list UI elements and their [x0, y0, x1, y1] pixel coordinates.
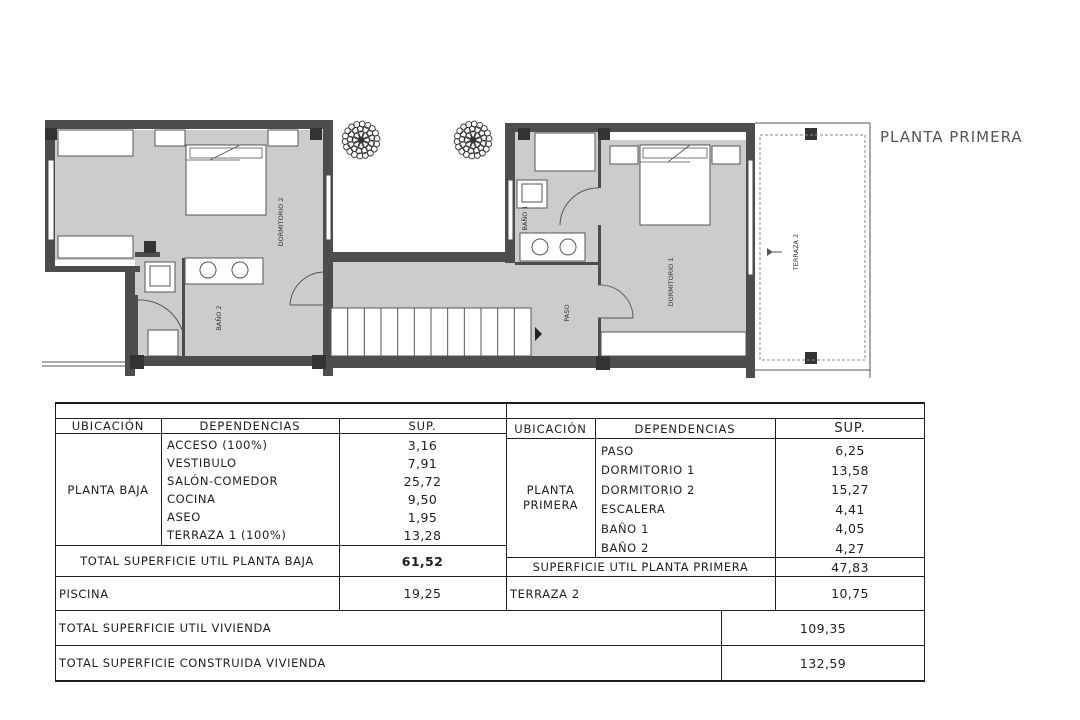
- total-construida-label: TOTAL SUPERFICIE CONSTRUIDA VIVIENDA: [59, 656, 326, 670]
- room-label-paso: PASO: [563, 304, 571, 322]
- room-label-bano-2: BAÑO 2: [215, 305, 223, 331]
- total-construida-value: 132,59: [799, 655, 847, 671]
- room-label-terraza-2: TERRAZA 2: [792, 233, 800, 271]
- right-header-rooms: DEPENDENCIAS: [634, 421, 736, 436]
- plant-icon-left: [340, 120, 382, 160]
- left-total-value: 61,52: [401, 553, 444, 569]
- left-room-area: 9,50: [407, 491, 438, 507]
- room-label-dormitorio-1: DORMITORIO 1: [667, 257, 675, 307]
- left-total-label: TOTAL SUPERFICIE UTIL PLANTA BAJA: [80, 554, 314, 568]
- right-room-name: ESCALERA: [601, 502, 666, 517]
- area-table: [55, 402, 925, 682]
- left-room-area: 25,72: [403, 473, 442, 489]
- left-room-area: 3,16: [407, 437, 438, 453]
- left-room-name: TERRAZA 1 (100%): [167, 528, 287, 542]
- total-util-label: TOTAL SUPERFICIE UTIL VIVIENDA: [59, 621, 272, 635]
- left-header-rooms: DEPENDENCIAS: [199, 419, 301, 433]
- left-header-area: SUP.: [408, 419, 437, 433]
- right-room-area: 6,25: [835, 443, 865, 459]
- left-location-cell: PLANTA BAJA: [67, 483, 149, 497]
- right-header-area: SUP.: [834, 421, 866, 436]
- left-room-area: 13,28: [403, 527, 442, 543]
- left-room-name: ACCESO (100%): [167, 438, 268, 452]
- left-room-area: 1,95: [407, 509, 438, 525]
- right-room-name: BAÑO 1: [601, 521, 649, 536]
- right-total-value: 47,83: [831, 559, 869, 575]
- right-room-area: 15,27: [831, 482, 869, 498]
- right-location-line1: PLANTA: [526, 483, 575, 497]
- left-header-location: UBICACIÓN: [71, 419, 145, 433]
- right-extra-label: TERRAZA 2: [510, 586, 580, 601]
- room-label-dormitorio-2: DORMITORIO 2: [277, 197, 285, 247]
- left-extra-value: 19,25: [403, 586, 442, 601]
- right-header-location: UBICACIÓN: [514, 421, 587, 436]
- left-extra-label: PISCINA: [59, 586, 109, 601]
- plan-title: PLANTA PRIMERA: [880, 128, 1023, 146]
- left-room-area: 7,91: [407, 455, 438, 471]
- staircase: [331, 308, 542, 356]
- right-room-name: BAÑO 2: [601, 541, 649, 556]
- left-room-name: VESTIBULO: [167, 456, 237, 470]
- right-extra-value: 10,75: [831, 586, 869, 601]
- left-room-name: SALÓN-COMEDOR: [167, 474, 279, 488]
- right-location-line2: PRIMERA: [522, 498, 579, 512]
- right-room-area: 4,05: [835, 521, 865, 537]
- total-util-value: 109,35: [799, 620, 847, 636]
- right-room-area: 13,58: [831, 462, 869, 478]
- left-room-name: ASEO: [167, 510, 201, 524]
- room-label-bano-1: BAÑO 1: [521, 205, 529, 231]
- right-room-name: DORMITORIO 2: [601, 482, 695, 497]
- right-location-cell: [506, 439, 595, 557]
- right-room-area: 4,41: [835, 501, 865, 517]
- right-room-name: DORMITORIO 1: [601, 463, 695, 478]
- right-total-label: SUPERFICIE UTIL PLANTA PRIMERA: [532, 560, 749, 574]
- terrace-outline: [760, 135, 865, 360]
- plant-icon-right: [452, 120, 494, 160]
- right-room-area: 4,27: [835, 540, 865, 556]
- right-room-name: PASO: [601, 443, 634, 458]
- left-room-name: COCINA: [167, 492, 216, 506]
